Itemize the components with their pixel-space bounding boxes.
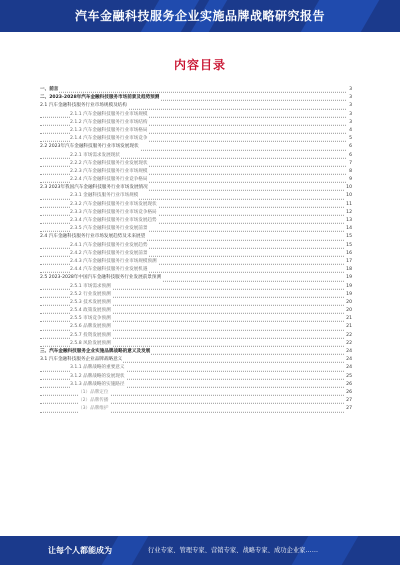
toc-entry-page: 6 <box>348 143 352 151</box>
toc-entry-title: 3.1.1 品牌战略的重要意义 <box>70 364 126 372</box>
toc-entry-title: 2.3.5 汽车金融科技服务行业发展前景 <box>70 225 148 233</box>
toc-entry-page: 12 <box>345 209 352 217</box>
toc-entry-page: 18 <box>345 266 352 274</box>
toc-entry-title: 2.5.6 品牌发展预测 <box>70 323 112 331</box>
toc-entry-title: （3）品牌维护 <box>78 405 110 413</box>
toc-entry-page: 21 <box>345 315 352 323</box>
toc-entry-title: 2.5.8 风险发展预测 <box>70 340 112 348</box>
toc-entry-title: 2.5.1 市场需求预测 <box>70 283 112 291</box>
toc-entry-title: 一、前言 <box>40 86 59 94</box>
toc-entry-title: 2.1.1 汽车金融科技服务行业市场规模 <box>70 111 148 119</box>
footer-roles: 行业专家、管理专家、营销专家、战略专家、成功企业家…… <box>148 547 319 554</box>
toc-entry-page: 14 <box>345 225 352 233</box>
toc-entry-page: 3 <box>348 94 352 102</box>
toc-entry-page: 27 <box>345 405 352 413</box>
toc-entry-page: 6 <box>348 152 352 160</box>
toc-entry-title: 2.5 2023-2028年中国汽车金融科技服务行业发展前景预测 <box>40 274 162 282</box>
toc-entry-page: 10 <box>345 184 352 192</box>
toc-entry-title: 2.2.2 汽车金融科技服务行业发展现状 <box>70 160 148 168</box>
toc-entry-title: （1）品牌定位 <box>78 389 110 397</box>
toc-entry-page: 24 <box>345 348 352 356</box>
toc-entry-page: 27 <box>345 397 352 405</box>
toc-entry-page: 22 <box>345 332 352 340</box>
toc-entry-page: 19 <box>345 291 352 299</box>
toc-entry-page: 3 <box>348 119 352 127</box>
toc-entry-title: 2.1.3 汽车金融科技服务行业市场格局 <box>70 127 148 135</box>
toc-entry-page: 3 <box>348 86 352 94</box>
toc-entry-page: 19 <box>345 274 352 282</box>
toc-entry-page: 3 <box>348 102 352 110</box>
page-title: 内容目录 <box>173 58 226 72</box>
toc-entry-page: 20 <box>345 299 352 307</box>
toc-entry-page: 9 <box>348 176 352 184</box>
toc-entry-page: 24 <box>345 364 352 372</box>
toc-entry-page: 20 <box>345 307 352 315</box>
toc-entry-title: 2.2 2023年汽车金融科技服务行业市场发展现状 <box>40 143 140 151</box>
toc-entry-title: 2.2.1 市场需求发展现状 <box>70 152 121 160</box>
toc-entry-title: 2.5.5 市场竞争预测 <box>70 315 112 323</box>
toc-entry-page: 16 <box>345 250 352 258</box>
toc-entry-page: 24 <box>345 356 352 364</box>
toc-entry-page: 7 <box>348 160 352 168</box>
toc-entry-page: 21 <box>345 323 352 331</box>
table-of-contents <box>40 86 352 414</box>
toc-entry-title: 2.4.4 汽车金融科技服务行业发展机遇 <box>70 266 148 274</box>
footer-banner <box>0 536 400 565</box>
toc-entry-title: 2.3.3 汽车金融科技服务行业市场竞争格局 <box>70 209 158 217</box>
report-title: 汽车金融科技服务企业实施品牌战略研究报告 <box>74 9 325 23</box>
toc-entry-page: 17 <box>345 258 352 266</box>
toc-entry-page: 25 <box>345 373 352 381</box>
toc-entry-title: 2.1 汽车金融科技服务行业市场规模及结构 <box>40 102 128 110</box>
toc-entry-page: 26 <box>345 381 352 389</box>
toc-entry-title: 2.5.4 政策发展预测 <box>70 307 112 315</box>
toc-entry-page: 26 <box>345 389 352 397</box>
toc-entry-page: 15 <box>345 242 352 250</box>
toc-entry-title: 3.1.2 品牌战略的发展现状 <box>70 373 126 381</box>
footer-slogan: 让每个人都能成为 <box>48 546 112 555</box>
toc-entry-title: 2.3.2 汽车金融科技服务行业市场发展现状 <box>70 201 158 209</box>
toc-entry-page: 13 <box>345 217 352 225</box>
toc-entry-page: 22 <box>345 340 352 348</box>
toc-entry-title: 2.5.2 行业发展预测 <box>70 291 112 299</box>
toc-entry-title: 2.3 2023年我国汽车金融科技服务行业市场发展情况 <box>40 184 149 192</box>
toc-entry-page: 11 <box>345 201 352 209</box>
toc-entry-page: 3 <box>348 111 352 119</box>
toc-entry-title: 2.1.2 汽车金融科技服务行业市场结构 <box>70 119 148 127</box>
toc-entry-title: （2）品牌传播 <box>78 397 110 405</box>
toc-entry-title: 二、2023-2028年汽车金融科技服务市场前景及趋势预测 <box>40 94 160 102</box>
toc-entry-title: 2.1.4 汽车金融科技服务行业市场竞争 <box>70 135 148 143</box>
toc-entry-title: 2.4.1 汽车金融科技服务行业发展趋势 <box>70 242 148 250</box>
toc-entry-title: 2.3.1 金融科技服务行业市场规模 <box>70 192 139 200</box>
toc-entry-page: 8 <box>348 168 352 176</box>
toc-entry-page: 19 <box>345 283 352 291</box>
toc-entry-title: 2.4 汽车金融科技服务行业市场发展趋势及未来展望 <box>40 233 146 241</box>
toc-entry-title: 2.4.3 汽车金融科技服务行业市场规模预测 <box>70 258 158 266</box>
toc-entry-page: 5 <box>348 135 352 143</box>
toc-entry-title: 2.4.2 汽车金融科技服务行业发展前景 <box>70 250 148 258</box>
toc-entry-page: 10 <box>345 192 352 200</box>
toc-entry-title: 2.5.3 技术发展预测 <box>70 299 112 307</box>
toc-entry-page: 15 <box>345 233 352 241</box>
toc-entry-title: 3.1.3 品牌战略的实施路径 <box>70 381 126 389</box>
toc-entry-page: 4 <box>348 127 352 135</box>
toc-entry-title: 2.2.3 汽车金融科技服务行业市场规模 <box>70 168 148 176</box>
toc-entry-title: 2.5.7 投资发展预测 <box>70 332 112 340</box>
toc-entry-title: 3.1 汽车金融科技服务企业品牌战略意义 <box>40 356 123 364</box>
toc-entry[interactable] <box>40 405 352 413</box>
header-banner <box>0 0 400 32</box>
toc-entry-title: 2.3.4 汽车金融科技服务行业市场发展趋势 <box>70 217 158 225</box>
toc-entry-title: 2.2.4 汽车金融科技服务行业竞争格局 <box>70 176 148 184</box>
toc-entry-title: 三、汽车金融科技服务企业实施品牌战略的意义及发展 <box>40 348 151 356</box>
